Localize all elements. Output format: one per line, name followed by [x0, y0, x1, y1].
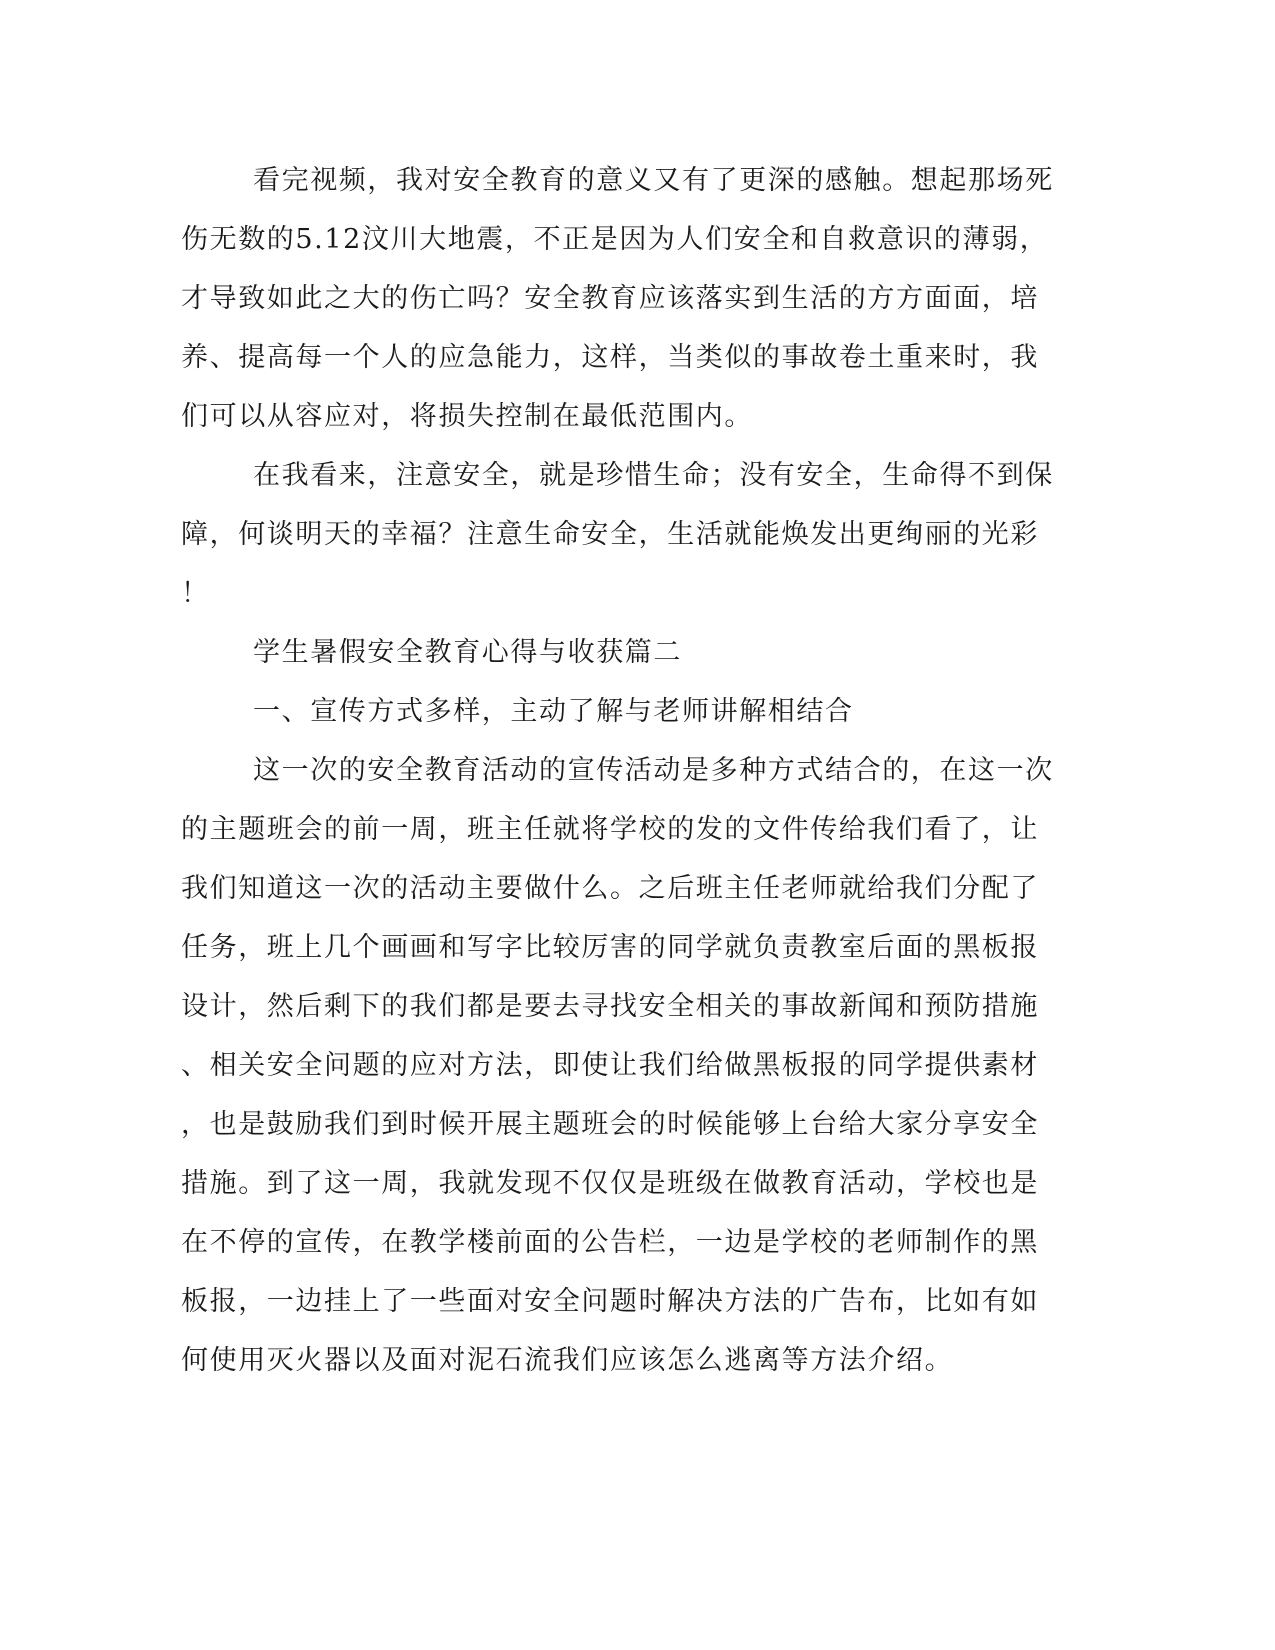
text-line: 何使用灭火器以及面对泥石流我们应该怎么逃离等方法介绍。	[181, 1345, 954, 1376]
subsection-heading: 一、宣传方式多样，主动了解与老师讲解相结合	[253, 696, 854, 727]
text-line: 的主题班会的前一周，班主任就将学校的发的文件传给我们看了，让	[181, 814, 1039, 845]
text-line: ！	[181, 578, 210, 609]
text-line: 在我看来，注意安全，就是珍惜生命；没有安全，生命得不到保	[253, 460, 1054, 491]
text-line: 障，何谈明天的幸福？注意生命安全，生活就能焕发出更绚丽的光彩	[181, 519, 1039, 550]
text-line: 才导致如此之大的伤亡吗？安全教育应该落实到生活的方方面面，培	[181, 283, 1039, 314]
text-line: 养、提高每一个人的应急能力，这样，当类似的事故卷土重来时，我	[181, 342, 1039, 373]
section-heading: 学生暑假安全教育心得与收获篇二	[253, 637, 682, 668]
text-line: 我们知道这一次的活动主要做什么。之后班主任老师就给我们分配了	[181, 873, 1039, 904]
text-line: 、相关安全问题的应对方法，即使让我们给做黑板报的同学提供素材	[181, 1050, 1039, 1081]
text-line: 在不停的宣传，在教学楼前面的公告栏，一边是学校的老师制作的黑	[181, 1227, 1039, 1258]
text-line: 板报，一边挂上了一些面对安全问题时解决方法的广告布，比如有如	[181, 1286, 1039, 1317]
text-line: 措施。到了这一周，我就发现不仅仅是班级在做教育活动，学校也是	[181, 1168, 1039, 1199]
text-line: 任务，班上几个画画和写字比较厉害的同学就负责教室后面的黑板报	[181, 932, 1039, 963]
text-line: 设计，然后剩下的我们都是要去寻找安全相关的事故新闻和预防措施	[181, 991, 1039, 1022]
text-line: 看完视频，我对安全教育的意义又有了更深的感触。想起那场死	[253, 165, 1054, 196]
text-line: 这一次的安全教育活动的宣传活动是多种方式结合的，在这一次	[253, 755, 1054, 786]
text-line: 们可以从容应对，将损失控制在最低范围内。	[181, 401, 753, 432]
text-line: ，也是鼓励我们到时候开展主题班会的时候能够上台给大家分享安全	[181, 1109, 1039, 1140]
text-line: 伤无数的5.12汶川大地震，不正是因为人们安全和自救意识的薄弱，	[181, 224, 1049, 255]
